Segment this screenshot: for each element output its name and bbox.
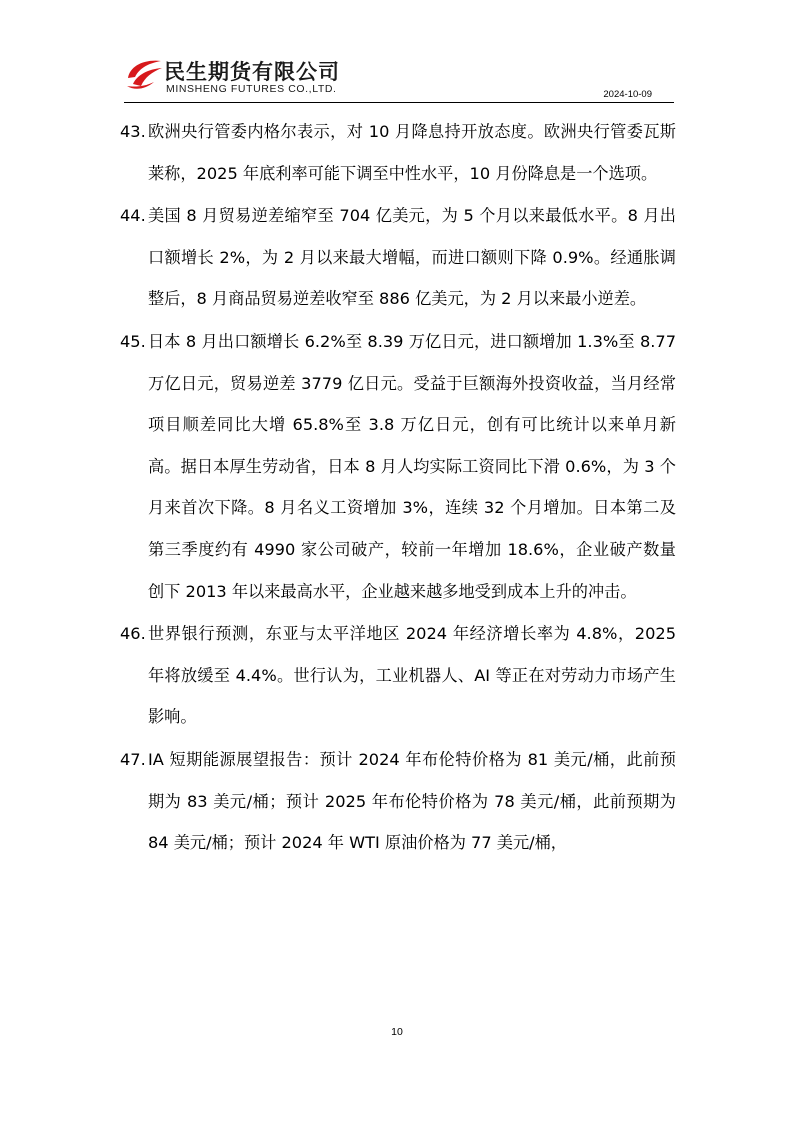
item-text: 日本 8 月出口额增长 6.2%至 8.39 万亿日元，进口额增加 1.3%至 8.77 万亿日元，贸易逆差 3779 亿日元。受益于巨额海外投资收益，当月经常项目顺差同比大增 65.8%至 3.8 万亿日元，创有可比统计以来单月新高。据日本厚生劳动省，日本 8 月人均实际工资同比下滑 0.6%，为 3 个月来首次下降。8 月名义工资增加 3%，连续 32 个月增加。日本第二及第三季度约有 4990 家公司破产，较前一年增加 18.6%，企业破产数量创下 2013 年以来最高水平，企业越来越多地受到成本上升的冲击。: [148, 331, 676, 601]
news-item-45: [120, 321, 676, 612]
item-text: 欧洲央行管委内格尔表示，对 10 月降息持开放态度。欧洲央行管委瓦斯莱称，2025 年底利率可能下调至中性水平，10 月份降息是一个选项。: [148, 122, 676, 183]
item-text: 美国 8 月贸易逆差缩窄至 704 亿美元，为 5 个月以来最低水平。8 月出口额增长 2%，为 2 月以来最大增幅，而进口额则下降 0.9%。经通胀调整后，8 月商品贸易逆差收窄至 886 亿美元，为 2 月以来最小逆差。: [148, 206, 676, 309]
item-number: 46.: [120, 624, 146, 644]
minsheng-logo-icon: [124, 56, 164, 92]
news-item-44: [120, 195, 676, 320]
news-list: [120, 111, 676, 864]
news-item-47: [120, 739, 676, 864]
item-number: 45.: [120, 331, 146, 351]
header-divider: [124, 102, 674, 103]
news-item-46: [120, 613, 676, 738]
item-text: IA 短期能源展望报告：预计 2024 年布伦特价格为 81 美元/桶，此前预期为 83 美元/桶；预计 2025 年布伦特价格为 78 美元/桶，此前预期为 84 美元/桶；预计 2024 年 WTI 原油价格为 77 美元/桶，: [148, 749, 676, 853]
page-number: 10: [391, 1026, 403, 1038]
news-item-43: [120, 111, 676, 194]
company-name-cn: 民生期货有限公司: [164, 60, 340, 84]
item-number: 47.: [120, 749, 146, 769]
page-header: [124, 52, 674, 102]
company-name-en: MINSHENG FUTURES CO.,LTD.: [166, 83, 337, 95]
item-text: 世界银行预测，东亚与太平洋地区 2024 年经济增长率为 4.8%，2025 年将放缓至 4.4%。世行认为，工业机器人、AI 等正在对劳动力市场产生影响。: [148, 624, 676, 727]
item-number: 44.: [120, 206, 146, 226]
report-date: 2024-10-09: [603, 89, 652, 100]
item-number: 43.: [120, 122, 146, 141]
